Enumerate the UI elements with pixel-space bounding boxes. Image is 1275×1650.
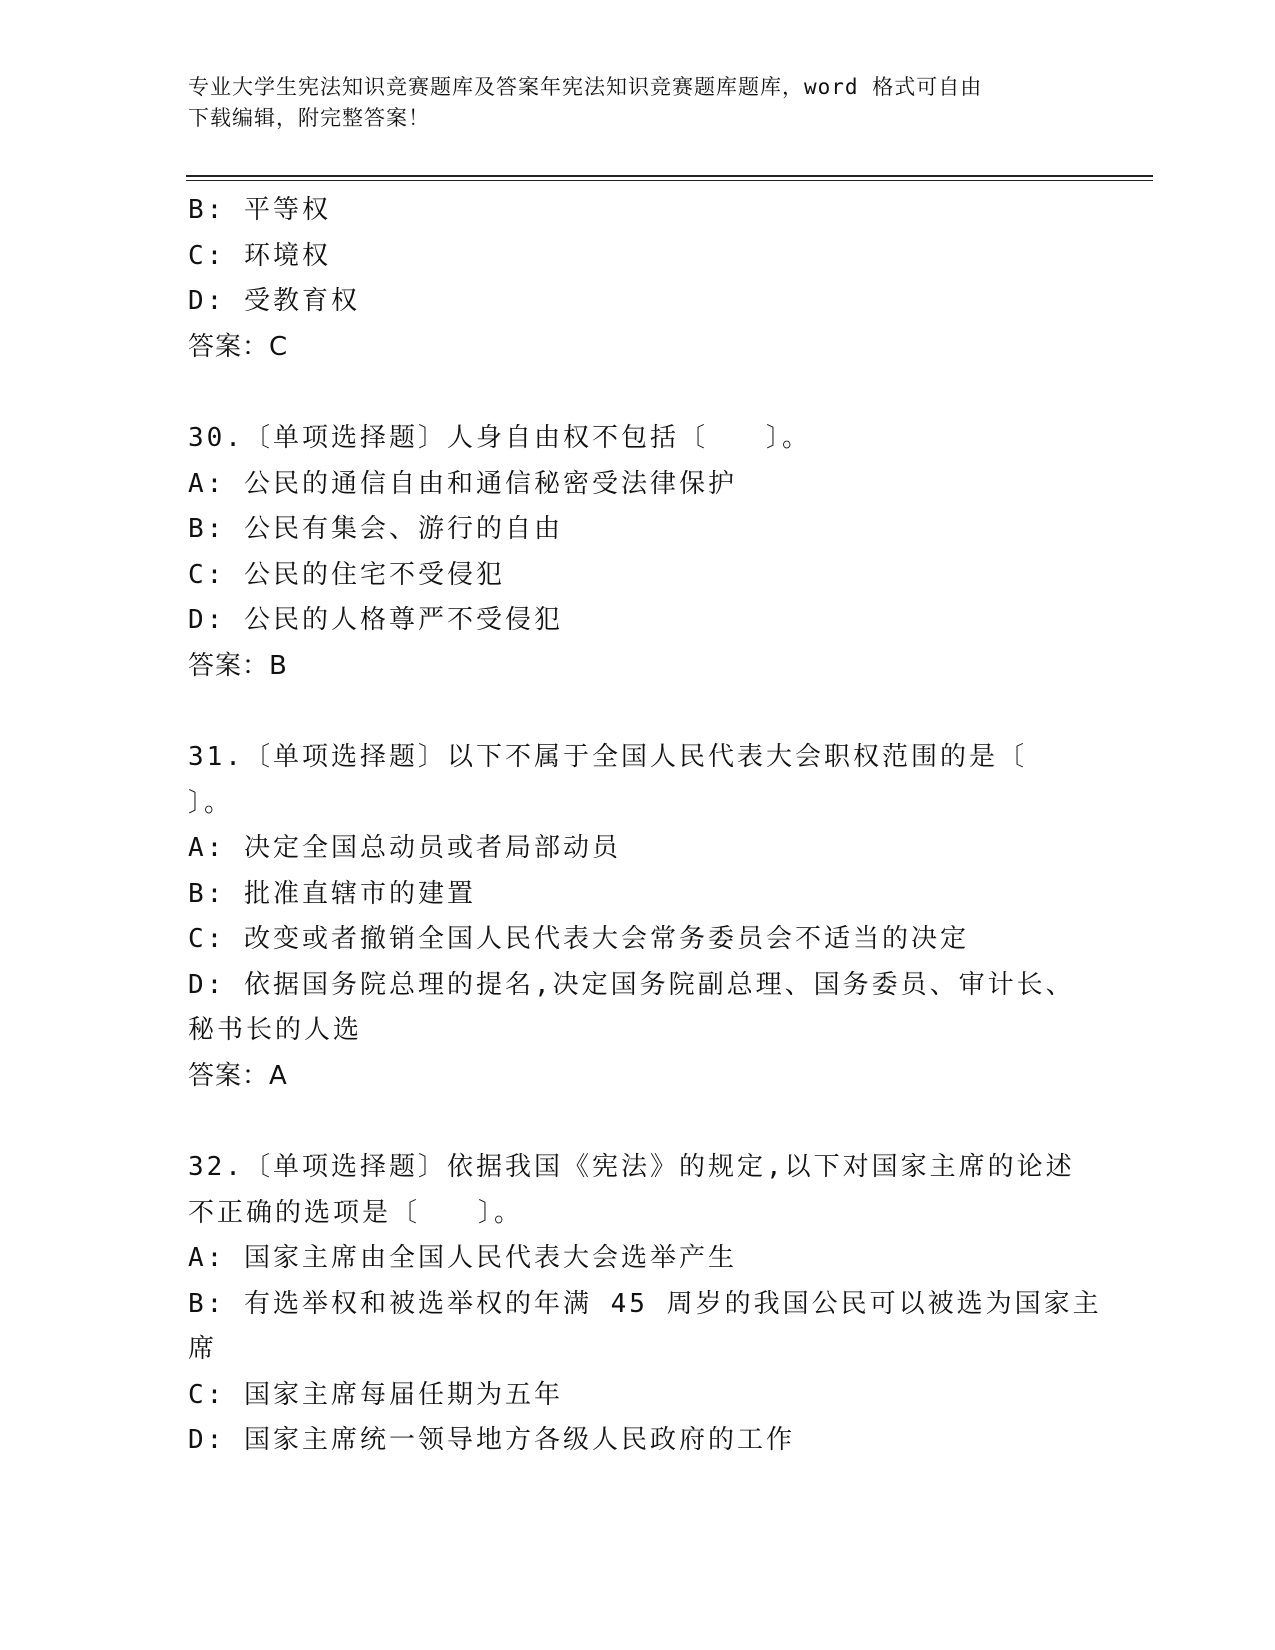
- spacer: [188, 1099, 1068, 1145]
- question-stem: 32.〔单项选择题〕依据我国《宪法》的规定,以下对国家主席的论述: [188, 1152, 1075, 1182]
- header-line-1: 专业大学生宪法知识竞赛题库及答案年宪法知识竞赛题库题库，word 格式可自由: [188, 75, 983, 99]
- option-c: C: 环境权: [188, 240, 331, 271]
- spacer: [188, 370, 1068, 416]
- question-stem-continued: 不正确的选项是〔 〕。: [188, 1197, 524, 1228]
- option-d: D: 依据国务院总理的提名,决定国务院副总理、国务委员、审计长、: [188, 969, 1075, 1000]
- option-b: B: 公民有集会、游行的自由: [188, 514, 563, 544]
- option-d: D: 国家主席统一领导地方各级人民政府的工作: [188, 1425, 795, 1455]
- option-d-continued: 秘书长的人选: [188, 1015, 363, 1045]
- answer: 答案：B: [188, 650, 288, 681]
- question-29: [188, 188, 1068, 370]
- option-b: B: 有选举权和被选举权的年满 45 周岁的我国公民可以被选为国家主: [188, 1288, 1102, 1319]
- option-a: A: 决定全国总动员或者局部动员: [188, 833, 621, 863]
- question-stem-continued: 〕。: [188, 787, 234, 818]
- option-c: C: 国家主席每届任期为五年: [188, 1379, 563, 1410]
- option-b-continued: 席: [188, 1334, 218, 1364]
- question-32: [188, 1145, 1102, 1464]
- header-line-2: 下载编辑，附完整答案！: [188, 106, 430, 130]
- page-header: [188, 72, 1068, 134]
- header-divider-thick: [186, 175, 1153, 177]
- question-stem: 31.〔单项选择题〕以下不属于全国人民代表大会职权范围的是〔: [188, 742, 1027, 772]
- option-b: B: 平等权: [188, 195, 331, 225]
- option-b: B: 批准直辖市的建置: [188, 878, 476, 909]
- option-c: C: 公民的住宅不受侵犯: [188, 559, 505, 590]
- option-d: D: 受教育权: [188, 286, 360, 316]
- answer: 答案：A: [188, 1060, 288, 1091]
- question-30: [188, 416, 1068, 689]
- option-a: A: 公民的通信自由和通信秘密受法律保护: [188, 468, 737, 499]
- option-d: D: 公民的人格尊严不受侵犯: [188, 605, 563, 635]
- question-list: [188, 188, 1102, 1464]
- question-stem: 30.〔单项选择题〕人身自由权不包括〔 〕。: [188, 423, 811, 453]
- option-a: A: 国家主席由全国人民代表大会选举产生: [188, 1243, 737, 1273]
- spacer: [188, 689, 1068, 735]
- answer: 答案：C: [188, 331, 289, 362]
- header-divider-thin: [186, 180, 1153, 181]
- question-31: [188, 735, 1075, 1099]
- option-c: C: 改变或者撤销全国人民代表大会常务委员会不适当的决定: [188, 924, 969, 954]
